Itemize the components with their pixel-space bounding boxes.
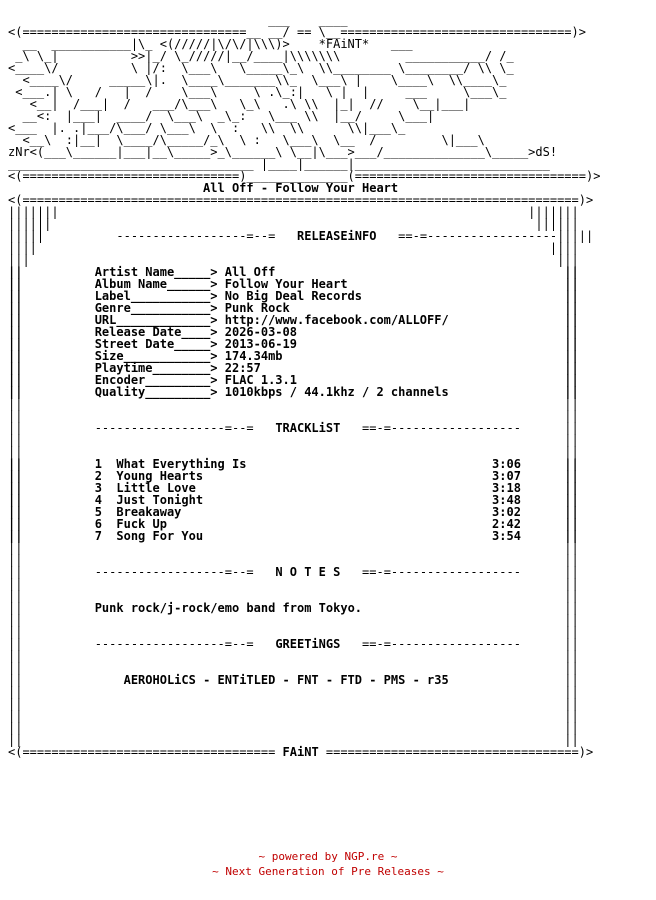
release-info-row: || Label___________> No Big Deal Records || bbox=[8, 289, 579, 303]
track-row: || 6 Fuck Up 2:42 || bbox=[8, 517, 579, 531]
logo-line: <(===============================__ __/ == \__================================)> bbox=[8, 25, 586, 39]
release-info-row: || Size____________> 174.34mb || bbox=[8, 349, 579, 363]
release-info-row: || Playtime________> 22:57 || bbox=[8, 361, 579, 375]
blank: |||||| |||||| bbox=[8, 217, 579, 231]
notes-text: || Punk rock/j-rock/emo band from Tokyo. || bbox=[8, 601, 579, 615]
release-info-row: || Street Date_____> 2013-06-19 || bbox=[8, 337, 579, 351]
blank: || || bbox=[8, 613, 579, 627]
section-header-tracklist: || ------------------=--= TRACKLiST ==-=------------------ || bbox=[8, 421, 579, 435]
track-row: || 2 Young Hearts 3:07 || bbox=[8, 469, 579, 483]
logo-line: _\ \_| >>|_/ \_/////|__/____|\\\\\\\ ___________/ /_ bbox=[8, 49, 514, 63]
section-header-releaseinfo: ||||| ------------------=--= RELEASEiNFO ==-=------------------||||| bbox=[8, 229, 594, 243]
blank: || || bbox=[8, 445, 579, 459]
section-header-notes: || ------------------=--= N O T E S ==-=------------------ || bbox=[8, 565, 579, 579]
logo-line: <___.| \ / | / \___\ \ .\_:| \ | | ___ \___\_ bbox=[8, 85, 507, 99]
bottom-label: FAiNT bbox=[282, 745, 319, 759]
blank: || || bbox=[8, 433, 579, 447]
blank: || || bbox=[8, 709, 579, 723]
track-row: || 5 Breakaway 3:02 || bbox=[8, 505, 579, 519]
track-row: || 3 Little Love 3:18 || bbox=[8, 481, 579, 495]
powered-by-text: ~ powered by NGP.re ~ bbox=[258, 850, 398, 863]
track-row: || 4 Just Tonight 3:48 || bbox=[8, 493, 579, 507]
blank: || || bbox=[8, 697, 579, 711]
nfo-text bbox=[8, 14, 600, 758]
blank: || || bbox=[8, 397, 579, 411]
title-line: All Off - Follow Your Heart bbox=[203, 181, 399, 195]
logo-line: __<: |___| ____/ \___\ _\_: \___ \\ |__/ \___| bbox=[8, 109, 435, 123]
logo-line: <____\/ _____\|. \____\_______\\_ \___\ | \____\ \\____\_ bbox=[8, 73, 507, 87]
logo-line: __________________________________ |____|______|___________________________ bbox=[8, 157, 550, 171]
blank: || || bbox=[8, 553, 579, 567]
section-header-tracklist-label: TRACKLiST bbox=[275, 421, 341, 435]
blank: || || bbox=[8, 625, 579, 639]
section-header-greetings: || ------------------=--= GREETiNGS ==-=------------------ || bbox=[8, 637, 579, 651]
blank: || || bbox=[8, 541, 579, 555]
logo-line: __ ___________|\_ <(/////|\/\/|\\\)> *FAiNT* ___ bbox=[8, 37, 413, 51]
blank: || || bbox=[8, 721, 579, 735]
top-border: <(=============================================================================)> bbox=[8, 193, 594, 207]
blank: |||| |||| bbox=[8, 241, 579, 255]
release-info-row: || Artist Name_____> All Off || bbox=[8, 265, 579, 279]
release-info-row: || Genre___________> Punk Rock || bbox=[8, 301, 579, 315]
greetings-text: || AEROHOLiCS - ENTiTLED - FNT - FTD - PMS - r35 || bbox=[8, 673, 579, 687]
logo-line: <__| /___| / ___/\___\ \_\ .\ \\ |_| // \__|___| bbox=[8, 97, 471, 111]
blank: || || bbox=[8, 649, 579, 663]
release-info-row: || Quality_________> 1010kbps / 44.1khz / 2 channels || bbox=[8, 385, 579, 399]
blank: || || bbox=[8, 577, 579, 591]
track-row: || 7 Song For You 3:54 || bbox=[8, 529, 579, 543]
logo-line: <___ |. .|___/\___/ \___\ \ : \\ \\ \\|___\_ bbox=[8, 121, 406, 135]
logo-line: zNr<(___\______|___|__\_____>_\______\ \__|\___>___/______________\_____>dS! bbox=[8, 145, 558, 159]
greetings-text-label: AEROHOLiCS - ENTiTLED - FNT - FTD - PMS - r35 bbox=[123, 673, 449, 687]
bottom-border: <(=================================== FAiNT ===================================)> bbox=[8, 745, 594, 759]
release-info-row: || Encoder_________> FLAC 1.3.1 || bbox=[8, 373, 579, 387]
blank: ||| ||| bbox=[8, 253, 579, 267]
release-info-row: || URL_____________> http://www.facebook.com/ALLOFF/ || bbox=[8, 313, 579, 327]
release-info-row: || Album Name______> Follow Your Heart || bbox=[8, 277, 579, 291]
logo-line: <__\ :|__| \____/\_____/_\ \ : \___\ \__ / \|___\ bbox=[8, 133, 485, 147]
blank: || || bbox=[8, 661, 579, 675]
blank: || || bbox=[8, 733, 579, 747]
section-header-notes-label: N O T E S bbox=[275, 565, 341, 579]
section-header-greetings-label: GREETiNGS bbox=[275, 637, 341, 651]
track-row: || 1 What Everything Is 3:06 || bbox=[8, 457, 579, 471]
tagline-text: ~ Next Generation of Pre Releases ~ bbox=[212, 865, 444, 878]
notes-text-label: Punk rock/j-rock/emo band from Tokyo. bbox=[94, 601, 363, 615]
logo-line: ___ ____ bbox=[8, 13, 348, 27]
release-info-row: || Release Date____> 2026-03-08 || bbox=[8, 325, 579, 339]
section-header-releaseinfo-label: RELEASEiNFO bbox=[296, 229, 377, 243]
blank: ||||||| ||||||| bbox=[8, 205, 579, 219]
logo-line: <(==============================)______________(================================)> bbox=[8, 169, 601, 183]
logo-line: <____\/ \ |/: \___\ \_____\_\ \\________ \________/ \\ \_ bbox=[8, 61, 514, 75]
blank: || || bbox=[8, 589, 579, 603]
blank: || || bbox=[8, 409, 579, 423]
blank: || || bbox=[8, 685, 579, 699]
